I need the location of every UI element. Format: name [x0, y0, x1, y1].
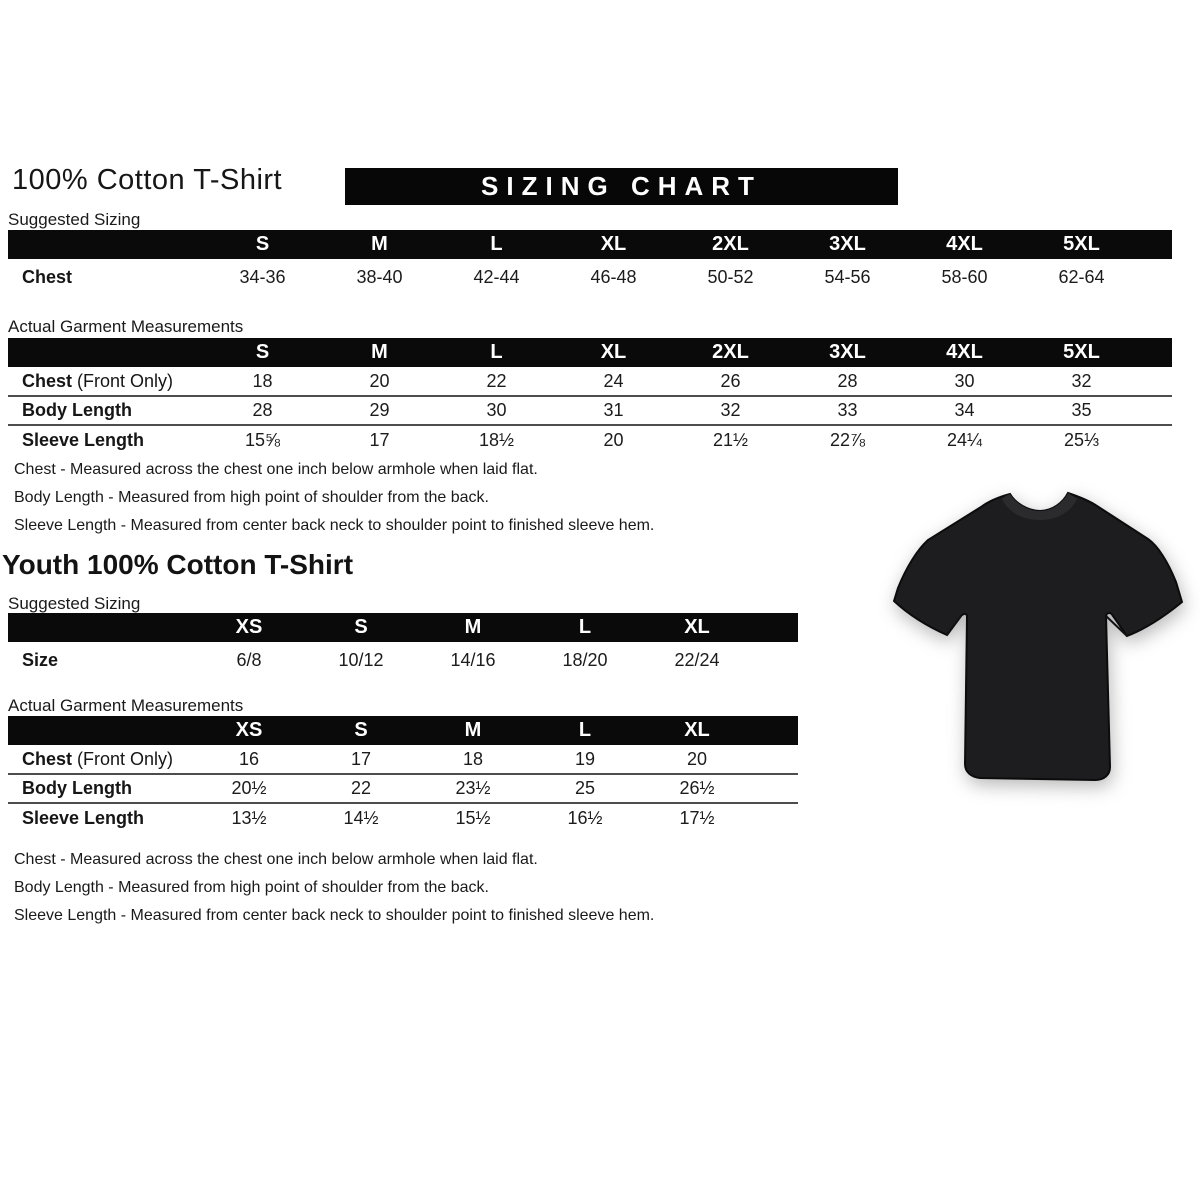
size-column-header: 4XL: [906, 230, 1023, 259]
size-column-header: M: [417, 613, 529, 642]
corner-cell: [8, 230, 204, 259]
size-column-header: 5XL: [1023, 230, 1140, 259]
row-label: Chest: [22, 266, 73, 287]
measurement-cell: 17: [350, 748, 372, 769]
note-chest: Chest - Measured across the chest one inch below armhole when laid flat.: [14, 851, 538, 868]
measurement-cell: 19: [574, 748, 596, 769]
table-row: [8, 774, 798, 803]
header-row: [8, 230, 1172, 259]
table-row: [8, 425, 1172, 454]
youth-section-title: Youth 100% Cotton T-Shirt: [2, 549, 354, 580]
row-label: Body Length: [22, 400, 132, 420]
measurement-cell: 50-52: [707, 266, 754, 287]
measurement-cell: 38-40: [356, 266, 403, 287]
black-tshirt-image: [893, 488, 1193, 798]
measurement-cell: 22/24: [674, 649, 720, 670]
measurement-cell: 46-48: [590, 266, 637, 287]
measurement-cell: 42-44: [473, 266, 520, 287]
measurement-cell: 17: [369, 429, 390, 450]
measurement-cell: 16: [238, 748, 260, 769]
measurement-cell: 58-60: [941, 266, 988, 287]
measurement-cell: 28: [252, 400, 273, 420]
size-column-header: 5XL: [1023, 338, 1140, 367]
measurement-cell: 15⅝: [244, 429, 281, 450]
youth-suggested-sizing-label: Suggested Sizing: [8, 594, 141, 613]
measurement-cell: 14½: [343, 807, 379, 828]
measurement-cell: 22: [486, 370, 507, 391]
spacer-cell: [1140, 259, 1172, 295]
measurement-cell: 26: [720, 370, 741, 391]
measurement-cell: 23½: [455, 778, 491, 798]
table-row: [8, 745, 798, 774]
row-label: Sleeve Length: [22, 429, 145, 450]
note-sleeve-length: Sleeve Length - Measured from center back neck to shoulder point to finished sleeve hem.: [14, 517, 655, 534]
measurement-cell: 13½: [231, 807, 267, 828]
table-row: [8, 259, 1172, 295]
spacer-cell: [1140, 396, 1172, 425]
measurement-cell: 20: [603, 429, 624, 450]
size-column-header: 2XL: [672, 230, 789, 259]
spacer-cell: [753, 745, 798, 774]
spacer-cell: [753, 774, 798, 803]
adult-actual-measurements-label: Actual Garment Measurements: [8, 317, 244, 336]
size-column-header: S: [204, 338, 321, 367]
youth-actual-measurements-label: Actual Garment Measurements: [8, 696, 244, 715]
corner-cell: [8, 716, 193, 745]
measurement-cell: 30: [954, 370, 975, 391]
measurement-cell: 25⅓: [1063, 429, 1100, 450]
size-column-header: 3XL: [789, 230, 906, 259]
table-row: [8, 642, 798, 678]
youth-measurement-notes: [14, 846, 654, 930]
youth-suggested-sizing-table: [8, 613, 798, 678]
measurement-cell: 26½: [679, 778, 715, 798]
measurement-cell: 22: [350, 778, 372, 798]
measurement-cell: 18/20: [562, 649, 608, 670]
size-column-header: M: [417, 716, 529, 745]
measurement-cell: 24¼: [946, 429, 983, 450]
spacer-cell: [753, 642, 798, 678]
size-column-header: XL: [641, 716, 753, 745]
spacer-cell: [1140, 425, 1172, 454]
spacer-cell: [753, 803, 798, 832]
measurement-cell: 24: [603, 370, 624, 391]
youth-actual-measurements-table: [8, 716, 798, 832]
size-column-header: M: [321, 338, 438, 367]
measurement-cell: 17½: [679, 807, 715, 828]
row-label: Chest (Front Only): [22, 748, 174, 769]
measurement-cell: 28: [837, 370, 858, 391]
adult-suggested-sizing-table: [8, 230, 1172, 295]
size-column-header: XL: [555, 338, 672, 367]
size-column-header: L: [529, 716, 641, 745]
measurement-cell: 20: [369, 370, 390, 391]
size-column-header: XL: [555, 230, 672, 259]
measurement-cell: 21½: [712, 429, 749, 450]
measurement-cell: 18½: [478, 429, 515, 450]
measurement-cell: 32: [1071, 370, 1092, 391]
measurement-cell: 34: [954, 400, 975, 420]
size-column-header: S: [305, 613, 417, 642]
size-column-header: 4XL: [906, 338, 1023, 367]
row-label: Sleeve Length: [22, 807, 145, 828]
measurement-cell: 22⅞: [829, 429, 866, 450]
note-chest: Chest - Measured across the chest one inch below armhole when laid flat.: [14, 461, 538, 478]
measurement-cell: 29: [369, 400, 390, 420]
measurement-cell: 25: [574, 778, 596, 798]
spacer-cell: [1140, 338, 1172, 367]
measurement-cell: 18: [252, 370, 273, 391]
tshirt-body: [894, 493, 1182, 780]
size-column-header: 3XL: [789, 338, 906, 367]
size-column-header: M: [321, 230, 438, 259]
corner-cell: [8, 338, 204, 367]
spacer-cell: [1140, 367, 1172, 396]
size-column-header: XS: [193, 716, 305, 745]
note-body-length: Body Length - Measured from high point of shoulder from the back.: [14, 489, 489, 506]
table-row: [8, 396, 1172, 425]
size-column-header: S: [305, 716, 417, 745]
measurement-cell: 16½: [567, 807, 603, 828]
table-row: [8, 367, 1172, 396]
size-column-header: L: [529, 613, 641, 642]
size-column-header: 2XL: [672, 338, 789, 367]
measurement-cell: 30: [486, 400, 507, 420]
spacer-cell: [753, 613, 798, 642]
measurement-cell: 32: [720, 400, 741, 420]
measurement-cell: 31: [603, 400, 624, 420]
row-label: Chest (Front Only): [22, 370, 174, 391]
page-title: 100% Cotton T-Shirt: [12, 164, 283, 196]
size-column-header: S: [204, 230, 321, 259]
measurement-cell: 33: [837, 400, 858, 420]
size-column-header: L: [438, 230, 555, 259]
size-column-header: XS: [193, 613, 305, 642]
measurement-cell: 62-64: [1058, 266, 1105, 287]
adult-actual-measurements-table: [8, 338, 1172, 454]
row-label: Size: [22, 649, 59, 670]
measurement-cell: 34-36: [239, 266, 286, 287]
measurement-cell: 14/16: [450, 649, 496, 670]
spacer-cell: [1140, 230, 1172, 259]
measurement-cell: 54-56: [824, 266, 871, 287]
note-body-length: Body Length - Measured from high point of shoulder from the back.: [14, 879, 489, 896]
sizing-chart-banner: SIZING CHART: [345, 168, 898, 205]
measurement-cell: 6/8: [236, 649, 262, 670]
header-row: [8, 716, 798, 745]
note-sleeve-length: Sleeve Length - Measured from center back neck to shoulder point to finished sleeve hem.: [14, 907, 655, 924]
adult-measurement-notes: [14, 456, 654, 540]
table-row: [8, 803, 798, 832]
measurement-cell: 35: [1071, 400, 1092, 420]
measurement-cell: 10/12: [338, 649, 384, 670]
corner-cell: [8, 613, 193, 642]
spacer-cell: [753, 716, 798, 745]
measurement-cell: 15½: [455, 807, 491, 828]
measurement-cell: 20: [686, 748, 708, 769]
measurement-cell: 18: [462, 748, 484, 769]
size-column-header: L: [438, 338, 555, 367]
adult-suggested-sizing-label: Suggested Sizing: [8, 210, 141, 229]
measurement-cell: 20½: [231, 778, 267, 798]
size-column-header: XL: [641, 613, 753, 642]
row-label: Body Length: [22, 778, 132, 798]
header-row: [8, 613, 798, 642]
header-row: [8, 338, 1172, 367]
